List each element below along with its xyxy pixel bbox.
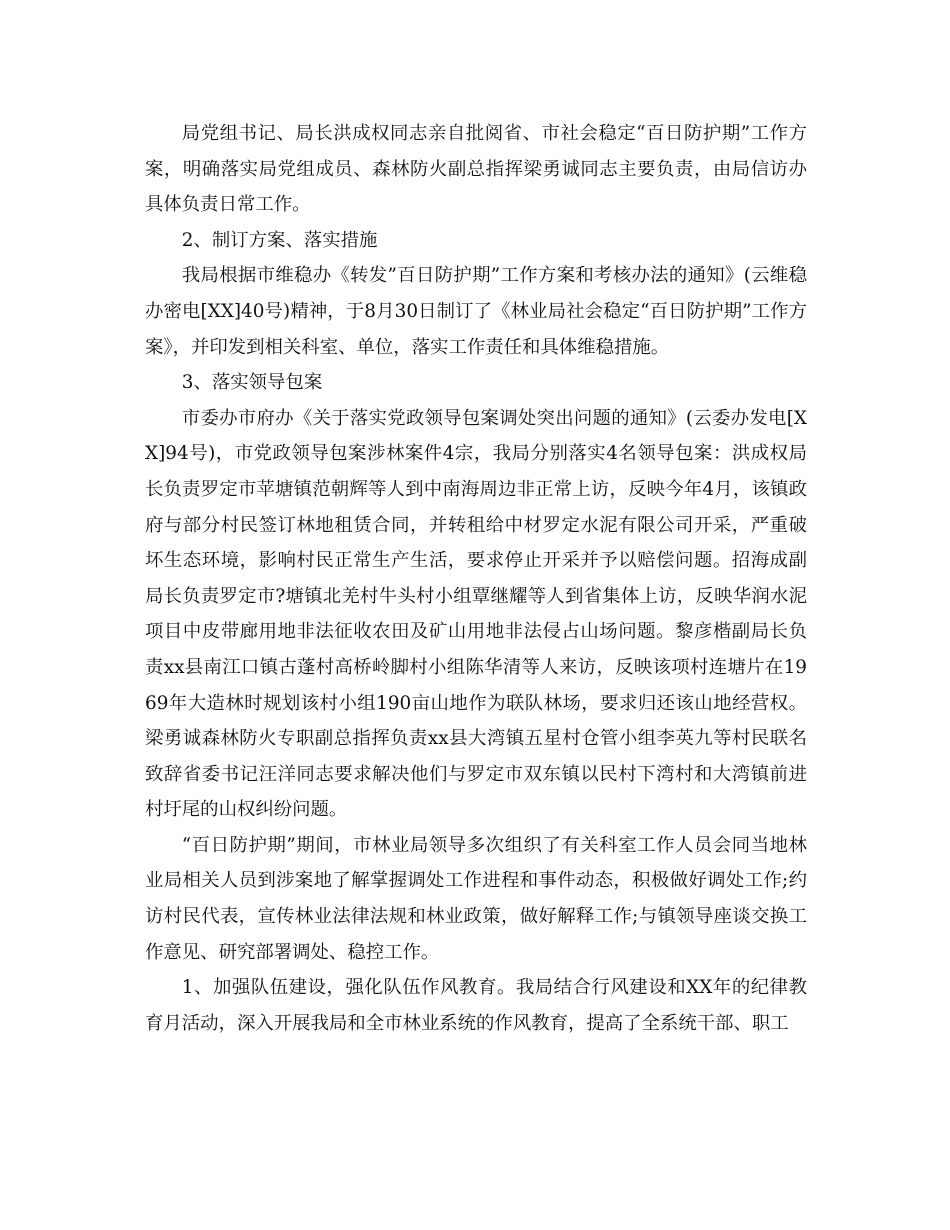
paragraph-plan-formulation: 我局根据市维稳办《转发”百日防护期”工作方案和考核办法的通知》(云维稳办密电[XX]40号)精神，于8月30日制订了《林业局社会稳定“百日防护期”工作方案》，并印发到相关科室、单位，落实工作责任和具体维稳措施。: [145, 265, 807, 358]
heading-leader-case-responsibility: 3、落实领导包案: [181, 372, 323, 394]
heading-plan-measures: 2、制订方案、落实措施: [181, 229, 378, 251]
paragraph-protection-period-work: “百日防护期”期间，市林业局领导多次组织了有关科室工作人员会同当地林业局相关人员到涉案地了解掌握调处工作进程和事件动态，积极做好调处工作;约访村民代表，宣传林业法律法规和林业政策，做好解释工作;与镇领导座谈交换工作意见、研究部署调处、稳控工作。: [145, 834, 807, 963]
paragraph-leadership-approval: 局党组书记、局长洪成权同志亲自批阅省、市社会稳定“百日防护期”工作方案，明确落实局党组成员、森林防火副总指挥梁勇诚同志主要负责，由局信访办具体负责日常工作。: [145, 123, 807, 216]
paragraph-team-building: 1、加强队伍建设，强化队伍作风教育。我局结合行风建设和XX年的纪律教育月活动，深入开展我局和全市林业系统的作风教育，提高了全系统干部、职工: [145, 977, 807, 1034]
document-body: [145, 116, 807, 1041]
paragraph-case-assignments: 市委办市府办《关于落实党政领导包案调处突出问题的通知》(云委办发电[XX]94号)，市党政领导包案涉林案件4宗，我局分别落实4名领导包案：洪成权局长负责罗定市苹塘镇范朝辉等人到中南海周边非正常上访，反映今年4月，该镇政府与部分村民签订林地租赁合同，并转租给中材罗定水泥有限公司开采，严重破坏生态环境，影响村民正常生产生活，要求停止开采并予以赔偿问题。招海成副局长负责罗定市?塘镇北羌村牛头村小组覃继耀等人到省集体上访，反映华润水泥项目中皮带廊用地非法征收农田及矿山用地非法侵占山场问题。黎彦楷副局长负责xx县南江口镇古蓬村高桥岭脚村小组陈华清等人来访，反映该项村连塘片在1969年大造林时规划该村小组190亩山地作为联队林场，要求归还该山地经营权。梁勇诚森林防火专职副总指挥负责xx县大湾镇五星村仓管小组李英九等村民联名致辞省委书记汪洋同志要求解决他们与罗定市双东镇以民村下湾村和大湾镇前进村圩尾的山权纠纷问题。: [145, 407, 807, 821]
